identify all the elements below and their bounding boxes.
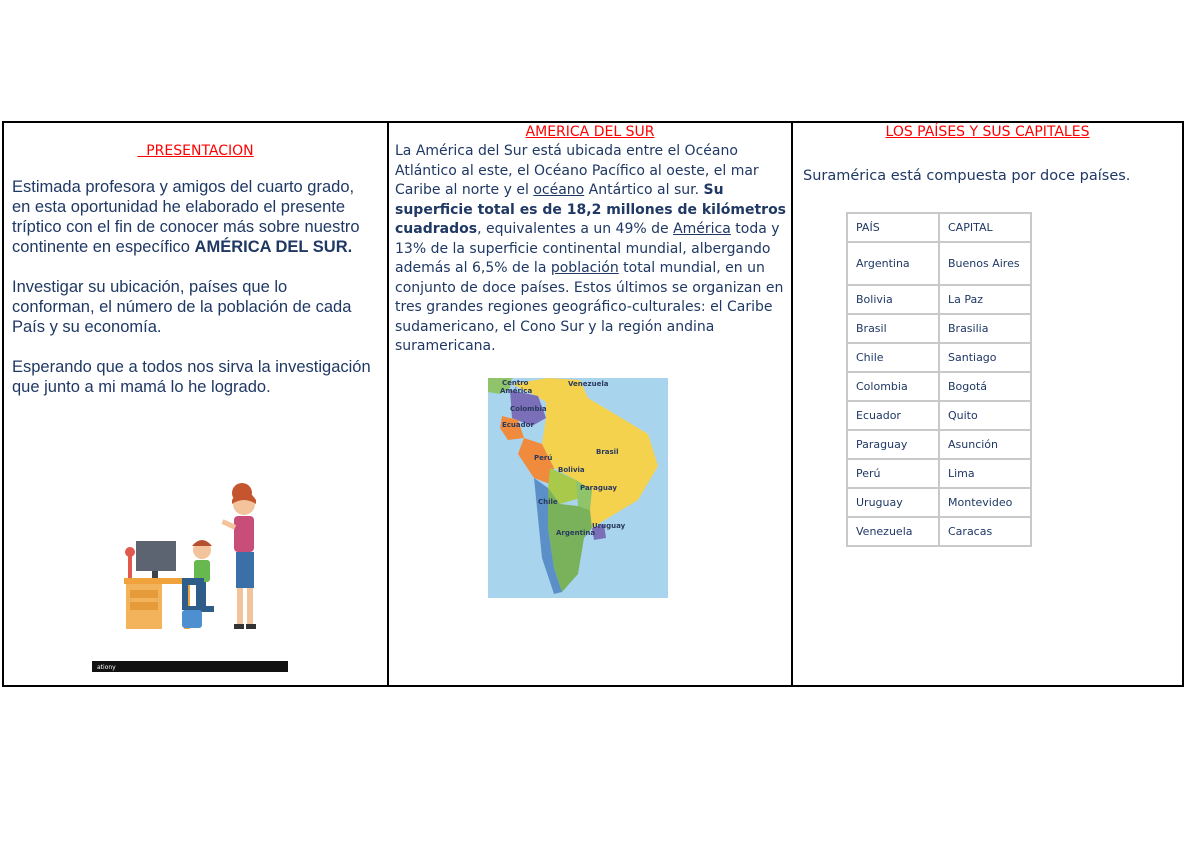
map-label-uruguay: Uruguay: [592, 522, 626, 530]
map-label-ecuador: Ecuador: [502, 421, 534, 429]
capital-cell: Brasilia: [939, 314, 1031, 343]
capital-cell: Caracas: [939, 517, 1031, 546]
south-america-map: [488, 378, 668, 598]
ocean-link[interactable]: océano: [533, 182, 585, 198]
header-capital: CAPITAL: [939, 213, 1031, 242]
map-label-centro: Centro: [502, 379, 529, 387]
country-cell: Uruguay: [847, 488, 939, 517]
south-america-text: [395, 142, 790, 357]
presentation-column: [4, 123, 389, 685]
presentation-paragraph-2: Investigar su ubicación, países que lo conforman, el número de la población de cada País y su economía.: [12, 278, 352, 336]
capitals-table: [846, 212, 1032, 547]
table-row: [847, 242, 1031, 285]
capital-cell: Bogotá: [939, 372, 1031, 401]
map-label-america: América: [500, 387, 533, 395]
p1-bold: AMÉRICA DEL SUR.: [194, 238, 353, 256]
capital-cell: Montevideo: [939, 488, 1031, 517]
map-label-brasil: Brasil: [596, 448, 619, 456]
south-america-column: [389, 123, 793, 685]
table-row: [847, 401, 1031, 430]
map-label-peru: Perú: [534, 454, 553, 462]
south-america-heading: AMERICA DEL SUR: [525, 124, 655, 140]
text-part: toda y 13% de la superficie continental mundial, albergando además al 6,5% de la: [395, 221, 780, 276]
p1-text: Estimada profesora y amigos del cuarto grado, en esta oportunidad he elaborado el presente tríptico con el fin de conocer más sobre nuestro continente en específico: [12, 178, 360, 256]
text-part: Antártico al sur.: [584, 182, 704, 198]
table-row: [847, 372, 1031, 401]
population-link[interactable]: población: [550, 260, 619, 276]
mother-child-computer-illustration: [84, 478, 294, 673]
map-label-colombia: Colombia: [510, 405, 547, 413]
map-label-venezuela: Venezuela: [568, 380, 609, 388]
header-country: PAÍS: [847, 213, 939, 242]
table-row: [847, 343, 1031, 372]
countries-column: [793, 123, 1182, 685]
table-row: [847, 517, 1031, 546]
text-part: total mundial, en un conjunto de doce países. Estos últimos se organizan en tres grandes regiones geográfico-culturales: el Caribe sudamericano, el Cono Sur y la región andina suramericana.: [395, 260, 784, 354]
country-cell: Chile: [847, 343, 939, 372]
country-cell: Colombia: [847, 372, 939, 401]
country-cell: Ecuador: [847, 401, 939, 430]
table-header-row: [847, 213, 1031, 242]
country-cell: Argentina: [847, 242, 939, 285]
presentation-paragraph-1: [12, 177, 372, 257]
capital-cell: Asunción: [939, 430, 1031, 459]
table-row: [847, 314, 1031, 343]
capital-cell: Buenos Aires: [939, 242, 1031, 285]
america-link[interactable]: América: [673, 221, 731, 237]
presentation-text: [12, 177, 372, 417]
table-row: [847, 430, 1031, 459]
country-cell: Venezuela: [847, 517, 939, 546]
country-cell: Bolivia: [847, 285, 939, 314]
countries-intro: Suramérica está compuesta por doce países.: [803, 168, 1131, 184]
presentation-heading: PRESENTACION: [137, 143, 254, 159]
country-cell: Brasil: [847, 314, 939, 343]
triptych-page: [2, 121, 1184, 687]
table-row: [847, 285, 1031, 314]
text-part: La América del Sur está ubicada entre el Océano Atlántico al este, el Océano Pacífico al oeste, el mar Caribe al norte y el: [395, 143, 759, 198]
map-label-paraguay: Paraguay: [580, 484, 617, 492]
country-cell: Paraguay: [847, 430, 939, 459]
countries-heading: LOS PAÍSES Y SUS CAPITALES: [885, 124, 1090, 140]
country-cell: Perú: [847, 459, 939, 488]
capital-cell: Santiago: [939, 343, 1031, 372]
table-row: [847, 459, 1031, 488]
text-part: , equivalentes a un 49% de: [477, 221, 674, 237]
illustration-bar-label: ationy: [97, 664, 116, 671]
capital-cell: Lima: [939, 459, 1031, 488]
table-row: [847, 488, 1031, 517]
map-label-chile: Chile: [538, 498, 558, 506]
map-label-argentina: Argentina: [556, 529, 596, 537]
map-label-bolivia: Bolivia: [558, 466, 585, 474]
capital-cell: La Paz: [939, 285, 1031, 314]
capital-cell: Quito: [939, 401, 1031, 430]
presentation-paragraph-3: Esperando que a todos nos sirva la investigación que junto a mi mamá lo he logrado.: [12, 358, 371, 396]
surface-bold-text: Su superficie total es de 18,2 millones de kilómetros cuadrados: [395, 182, 787, 237]
